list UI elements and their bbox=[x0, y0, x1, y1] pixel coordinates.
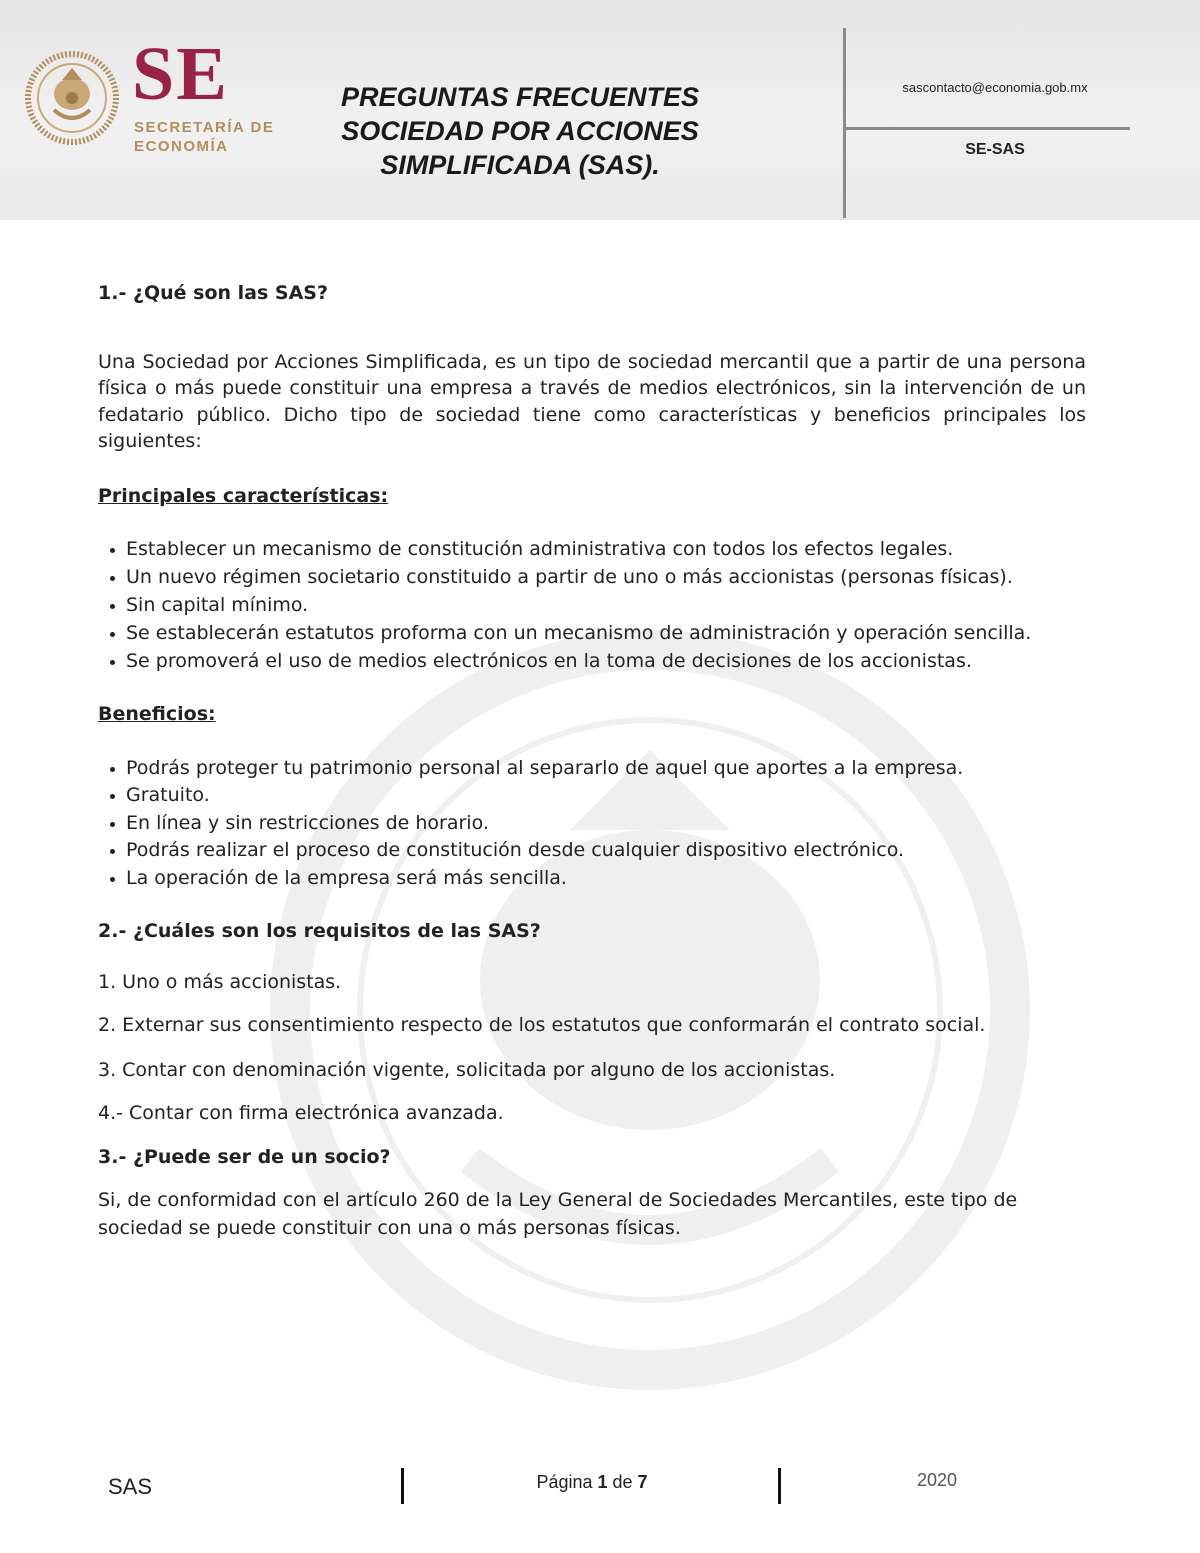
page-number bbox=[492, 1472, 692, 1493]
logo-subtitle bbox=[134, 118, 274, 156]
logo-se: SE bbox=[132, 32, 229, 116]
title-line3: SIMPLIFICADA (SAS). bbox=[380, 150, 660, 180]
footer-divider bbox=[778, 1468, 781, 1504]
requirement-item: 2. Externar sus consentimiento respecto de los estatutos que conformarán el contrato social. bbox=[98, 1014, 986, 1036]
page-current: 1 bbox=[597, 1472, 608, 1492]
list-item: • En línea y sin restricciones de horario. bbox=[126, 810, 1086, 838]
page-prefix: Página bbox=[536, 1472, 598, 1492]
question-1: 1.- ¿Qué son las SAS? bbox=[98, 282, 328, 304]
list-item: • La operación de la empresa será más sencilla. bbox=[126, 865, 1086, 893]
list-item: • Un nuevo régimen societario constituido a partir de uno o más accionistas (personas físicas). bbox=[126, 563, 1086, 591]
benefits-list bbox=[98, 755, 1086, 893]
list-item: • Establecer un mecanismo de constitución administrativa con todos los efectos legales. bbox=[126, 535, 1086, 563]
answer-1: Una Sociedad por Acciones Simplificada, es un tipo de sociedad mercantil que a partir de una persona física o más puede constituir una empresa a través de medios electrónicos, sin la intervención de un fedatario público. Dicho tipo de sociedad tiene como características y beneficios principales los siguientes: bbox=[98, 350, 1086, 452]
benefits-heading: Beneficios: bbox=[98, 703, 216, 725]
header-vertical-divider bbox=[843, 28, 846, 218]
page-title bbox=[300, 80, 740, 182]
header-horizontal-divider bbox=[846, 127, 1130, 130]
page-total: 7 bbox=[637, 1472, 648, 1492]
requirement-item: 1. Uno o más accionistas. bbox=[98, 970, 342, 993]
list-item: • Se promoverá el uso de medios electrónicos en la toma de decisiones de los accionistas. bbox=[126, 647, 1086, 675]
title-line1: PREGUNTAS FRECUENTES bbox=[340, 82, 700, 112]
footer-year: 2020 bbox=[916, 1470, 958, 1490]
list-item: • Podrás proteger tu patrimonio personal al separarlo de aquel que aportes a la empresa. bbox=[126, 755, 1086, 783]
contact-email[interactable]: sascontacto@economia.gob.mx bbox=[902, 80, 1088, 95]
page-mid: de bbox=[607, 1472, 638, 1492]
list-item: • Podrás realizar el proceso de constitución desde cualquier dispositivo electrónico. bbox=[126, 837, 1086, 865]
title-line2: SOCIEDAD POR ACCIONES bbox=[341, 116, 699, 146]
doc-code: SE-SAS bbox=[965, 141, 1025, 158]
requirement-item: 4.- Contar con firma electrónica avanzada. bbox=[98, 1102, 504, 1124]
list-item: • Se establecerán estatutos proforma con un mecanismo de administración y operación sencilla. bbox=[126, 619, 1086, 647]
features-list bbox=[98, 535, 1086, 675]
footer-divider bbox=[401, 1468, 404, 1504]
footer-label: SAS bbox=[108, 1474, 153, 1499]
logo-sub-line1: SECRETARÍA DE bbox=[134, 119, 275, 136]
question-2: 2.- ¿Cuáles son los requisitos de las SAS? bbox=[98, 920, 541, 942]
features-heading: Principales características: bbox=[98, 484, 389, 507]
logo-sub-line2: ECONOMÍA bbox=[134, 138, 229, 155]
answer-3: Si, de conformidad con el artículo 260 de la Ley General de Sociedades Mercantiles, este tipo de sociedad se puede constituir con una o más personas físicas. bbox=[98, 1189, 1018, 1239]
page-header bbox=[0, 0, 1200, 220]
mexico-coat-of-arms-icon bbox=[24, 40, 120, 156]
list-item: • Sin capital mínimo. bbox=[126, 591, 1086, 619]
requirement-item: 3. Contar con denominación vigente, solicitada por alguno de los accionistas. bbox=[98, 1058, 836, 1081]
main-content bbox=[98, 280, 1086, 1242]
list-item: • Gratuito. bbox=[126, 782, 1086, 810]
question-3: 3.- ¿Puede ser de un socio? bbox=[98, 1145, 391, 1168]
